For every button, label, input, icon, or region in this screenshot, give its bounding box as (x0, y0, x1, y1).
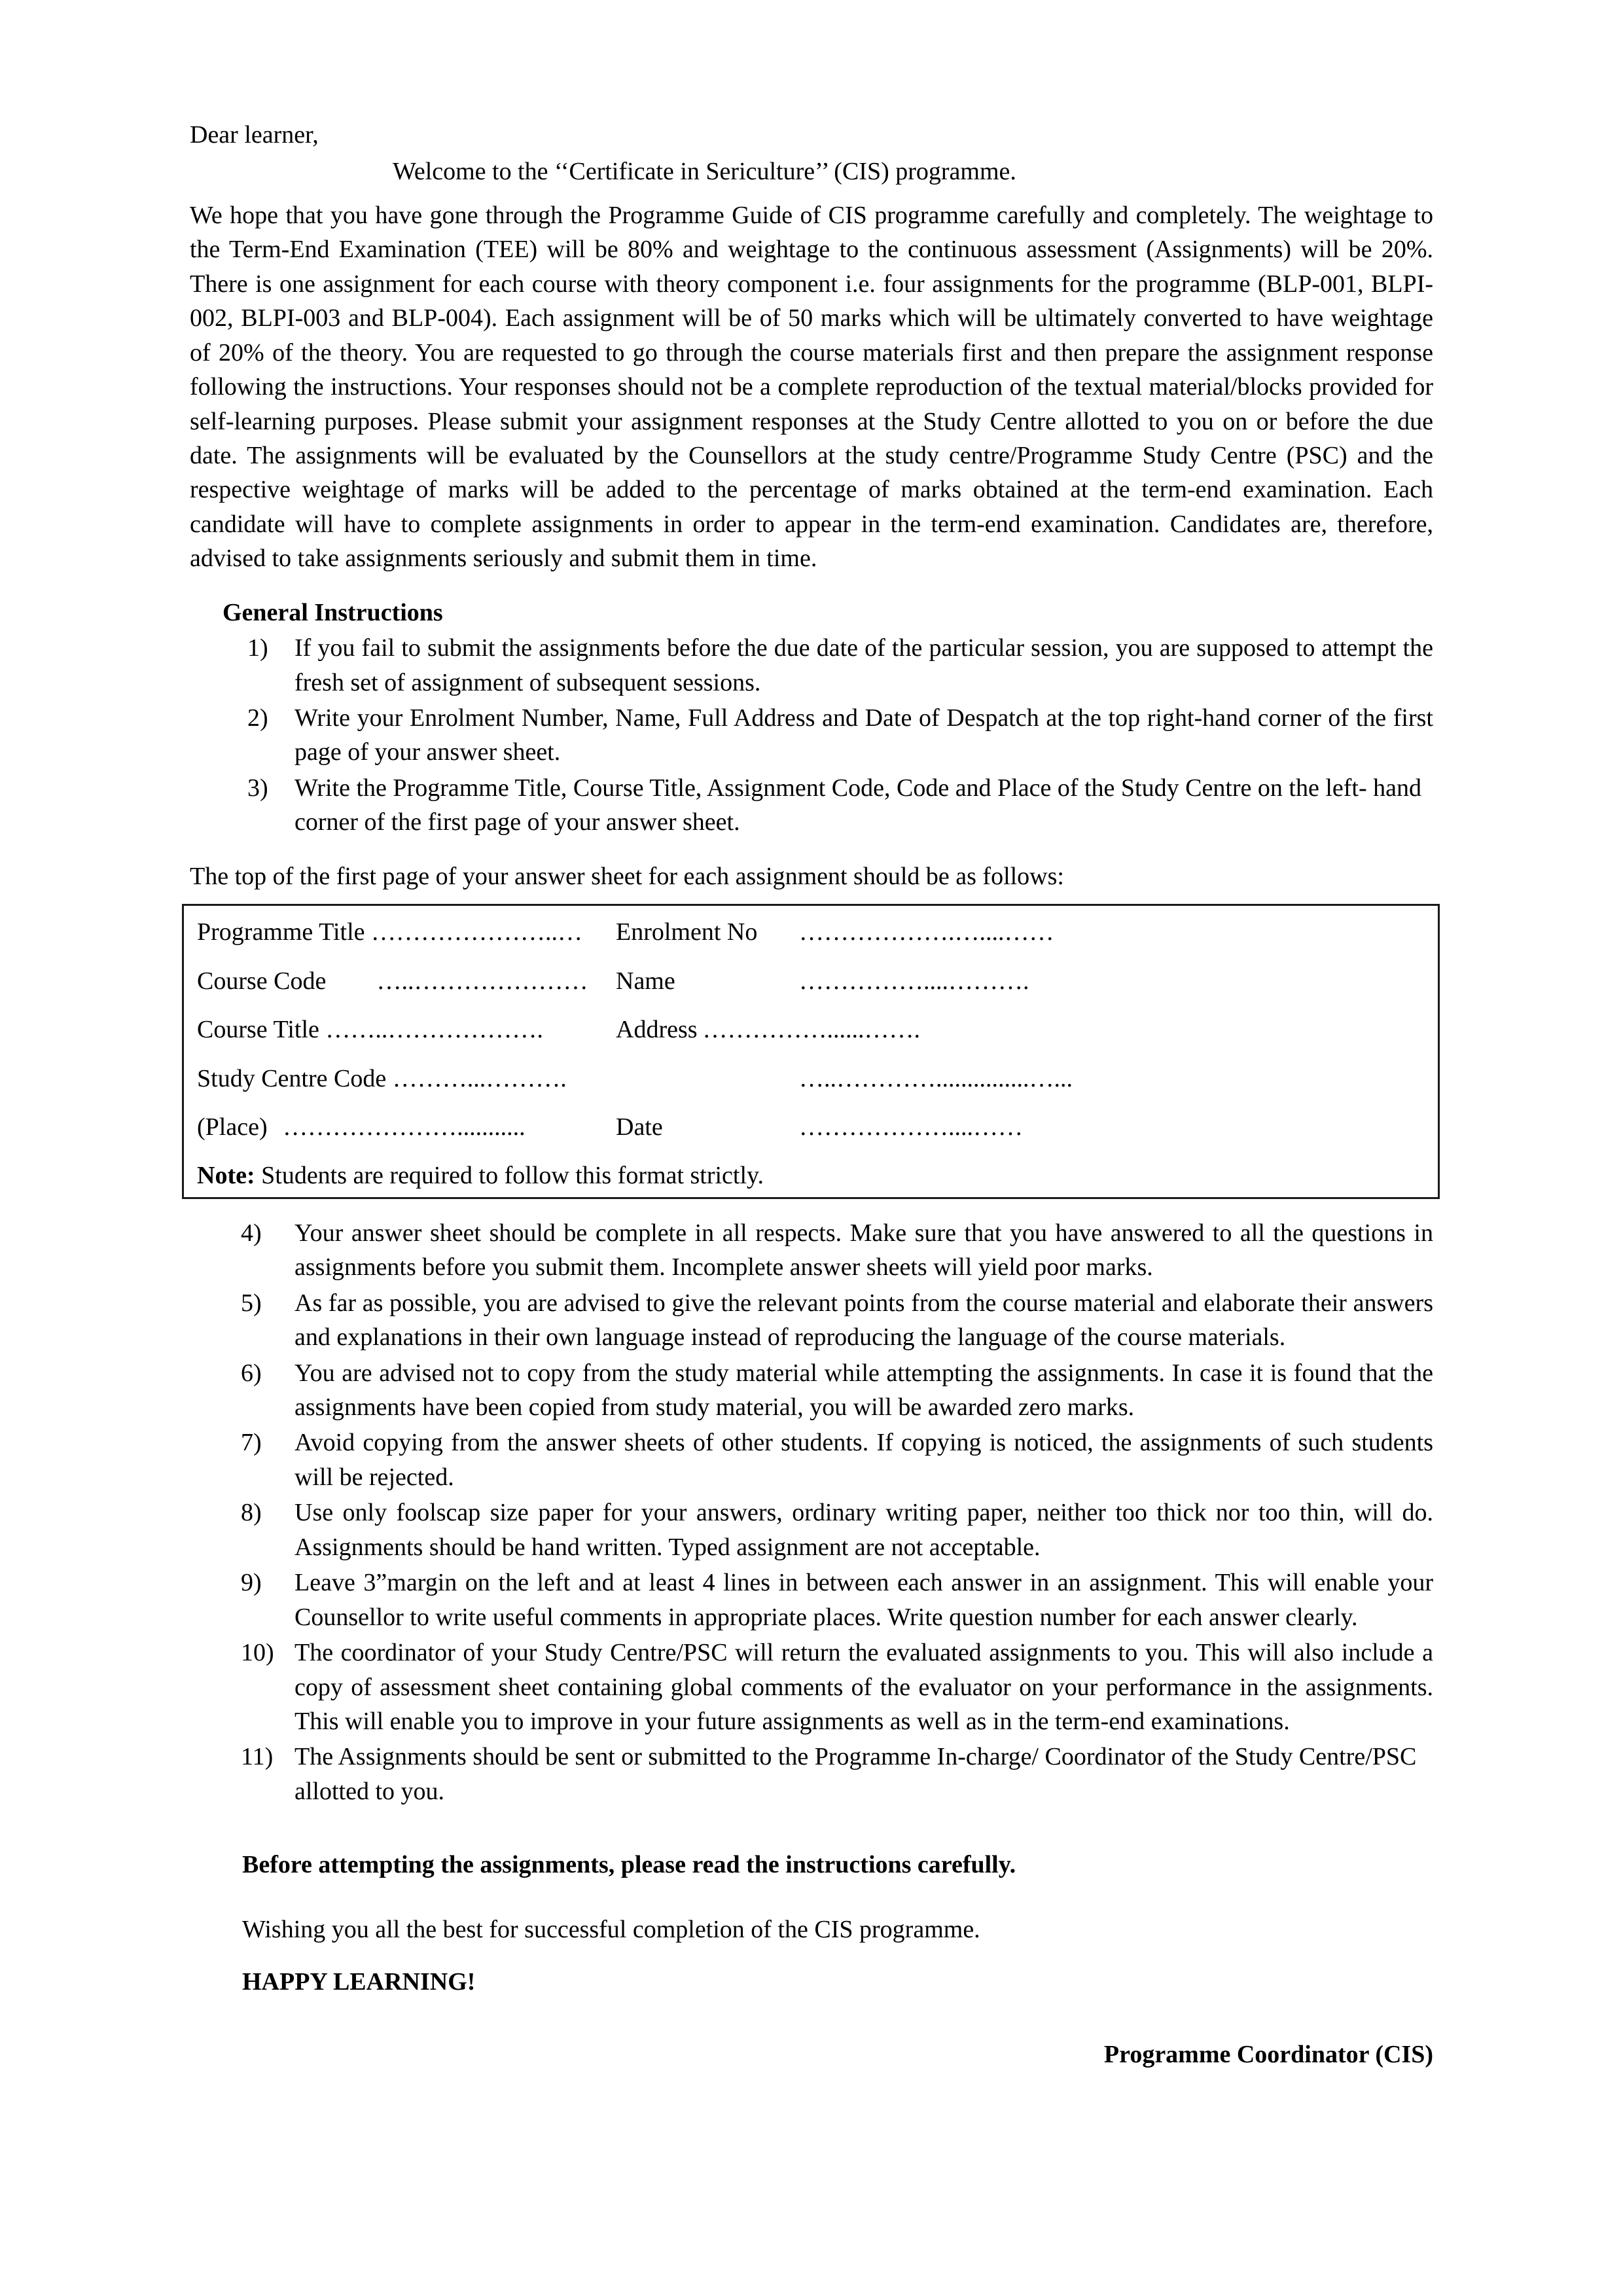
format-right-label: Name (616, 967, 675, 995)
format-left-dots: …………………........... (283, 1113, 526, 1141)
format-box-note (184, 1158, 1438, 1193)
format-left-dots: ………...………. (392, 1064, 567, 1092)
format-left-cell (197, 1013, 616, 1047)
list-item (190, 771, 1433, 840)
list-item-text: Avoid copying from the answer sheets of other students. If copying is noticed, the assignments of such students will be rejected. (294, 1429, 1433, 1491)
list-item (190, 701, 1433, 770)
format-row (184, 964, 1438, 998)
list-marker: 9) (241, 1569, 262, 1597)
format-right-cell (616, 1110, 1438, 1144)
signature-line: Programme Coordinator (CIS) (1103, 2040, 1433, 2068)
welcome-line: Welcome to the ‘‘Certificate in Sericulture’’ (CIS) programme. (393, 158, 1016, 186)
list-item (190, 1286, 1433, 1355)
format-right-dots: ……………......……. (702, 1016, 921, 1044)
list-marker: 4) (241, 1219, 262, 1247)
format-row (184, 1110, 1438, 1144)
list-item-text: Write your Enrolment Number, Name, Full Address and Date of Despatch at the top right-hand corner of the first page of your answer sheet. (294, 704, 1433, 766)
list-item (190, 1740, 1433, 1808)
format-row (184, 1062, 1438, 1096)
format-right-dots: ……………….…....…… (799, 918, 1054, 946)
note-label: Note: (197, 1162, 255, 1190)
format-left-cell (197, 1110, 616, 1144)
closing-notice: Before attempting the assignments, please read the instructions carefully. (242, 1851, 1016, 1879)
list-item-text: As far as possible, you are advised to give the relevant points from the course material and elaborate their answers and explanations in their own language instead of reproducing the language of the course materials. (294, 1289, 1433, 1352)
format-left-dots: …………………..… (371, 918, 583, 946)
spacer (190, 1199, 1433, 1216)
format-row (184, 915, 1438, 949)
format-right-dots: ………………....…… (799, 1113, 1023, 1141)
happy-learning: HAPPY LEARNING! (242, 1968, 476, 1996)
list-item-text: Leave 3”margin on the left and at least 4 lines in between each answer in an assignment. This will enable your Counsellor to write useful comments in appropriate places. Write question number for each answer clearly. (294, 1569, 1433, 1631)
list-marker: 7) (241, 1429, 262, 1457)
format-left-label: Course Code (197, 967, 327, 995)
format-left-label: Study Centre Code (197, 1064, 387, 1092)
format-row (184, 1013, 1438, 1047)
instructions-continued-list (190, 1216, 1433, 1808)
format-left-cell (197, 1062, 616, 1096)
list-item-text: The Assignments should be sent or submitted to the Programme In-charge/ Coordinator of the Study Centre/PSC allotted to you. (294, 1743, 1417, 1805)
format-right-cell (616, 964, 1438, 998)
list-item (190, 1566, 1433, 1634)
format-right-cell (616, 1013, 1438, 1047)
format-right-dots: ……………....………. (799, 967, 1029, 995)
general-instructions-heading: General Instructions (223, 598, 443, 626)
salutation: Dear learner, (190, 121, 319, 149)
list-marker: 8) (241, 1499, 262, 1527)
list-marker: 1) (247, 634, 268, 662)
general-instructions-list (190, 631, 1433, 840)
list-marker: 11) (241, 1743, 274, 1771)
format-right-cell (616, 915, 1438, 949)
list-item-text: Your answer sheet should be complete in all respects. Make sure that you have answered to all the questions in assignments before you submit them. Incomplete answer sheets will yield poor marks. (294, 1219, 1433, 1282)
format-left-dots: …..………………… (376, 967, 588, 995)
format-left-cell (197, 964, 616, 998)
closing-wish: Wishing you all the best for successful completion of the CIS programme. (242, 1915, 980, 1943)
format-right-cell (616, 1062, 1438, 1096)
list-item-text: You are advised not to copy from the study material while attempting the assignments. In case it is found that the assignments have been copied from study material, you will be awarded zero marks. (294, 1359, 1433, 1421)
list-item (190, 1356, 1433, 1425)
list-marker: 5) (241, 1289, 262, 1317)
document-page (190, 118, 1433, 2072)
list-item (190, 1216, 1433, 1285)
list-item (190, 1636, 1433, 1738)
list-marker: 10) (241, 1639, 274, 1667)
answer-sheet-format-box (182, 904, 1440, 1199)
format-left-dots: ……..………………. (325, 1016, 543, 1044)
list-item-text: Write the Programme Title, Course Title, Assignment Code, Code and Place of the Study Centre on the left- hand corner of the first page of your answer sheet. (294, 774, 1421, 836)
format-right-label: Address (616, 1016, 698, 1044)
list-item (190, 1426, 1433, 1494)
intro-paragraph: We hope that you have gone through the Programme Guide of CIS programme carefully and completely. The weightage to the Term-End Examination (TEE) will be 80% and weightage to the continuous assessment (Assignments) will be 20%. There is one assignment for each course with theory component i.e. four assignments for the programme (BLP-001, BLPI-002, BLPI-003 and BLP-004). Each assignment will be of 50 marks which will be ultimately converted to have weightage of 20% of the theory. You are requested to go through the course materials first and then prepare the assignment response following the instructions. Your responses should not be a complete reproduction of the textual material/blocks provided for self-learning purposes. Please submit your assignment responses at the Study Centre allotted to you on or before the due date. The assignments will be evaluated by the Counsellors at the study centre/Programme Study Centre (PSC) and the respective weightage of marks will be added to the percentage of marks obtained at the term-end examination. Each candidate will have to complete assignments in order to appear in the term-end examination. Candidates are, therefore, advised to take assignments seriously and submit them in time. (190, 201, 1433, 573)
format-left-label: Programme Title (197, 918, 365, 946)
list-item (190, 631, 1433, 700)
list-marker: 6) (241, 1359, 262, 1387)
format-right-label: Date (616, 1113, 663, 1141)
format-right-dots: …..…………...............…... (799, 1064, 1073, 1092)
format-box-lead-in: The top of the first page of your answer sheet for each assignment should be as follows: (190, 862, 1064, 890)
format-left-label: Course Title (197, 1016, 319, 1044)
list-item-text: The coordinator of your Study Centre/PSC will return the evaluated assignments to you. This will also include a copy of assessment sheet containing global comments of the evaluator on your performance in the assignments. This will enable you to improve in your future assignments as well as in the term-end examinations. (294, 1639, 1433, 1735)
list-marker: 3) (247, 774, 268, 802)
format-right-label: Enrolment No (616, 918, 758, 946)
list-item (190, 1496, 1433, 1564)
note-text: Students are required to follow this format strictly. (255, 1162, 764, 1190)
list-item-text: If you fail to submit the assignments before the due date of the particular session, you are supposed to attempt the fresh set of assignment of subsequent sessions. (294, 634, 1433, 696)
list-item-text: Use only foolscap size paper for your answers, ordinary writing paper, neither too thick nor too thin, will do. Assignments should be hand written. Typed assignment are not acceptable. (294, 1499, 1433, 1561)
format-left-label: (Place) (197, 1113, 268, 1141)
list-marker: 2) (247, 704, 268, 732)
format-left-cell (197, 915, 616, 949)
